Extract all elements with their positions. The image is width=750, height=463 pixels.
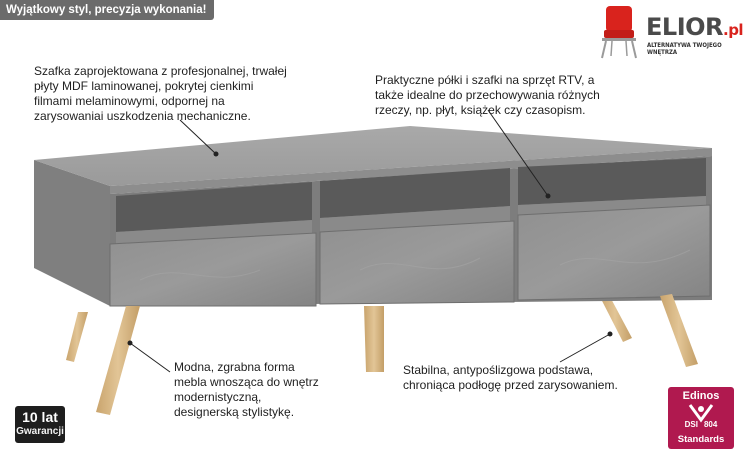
warranty-label: Gwarancji [16,426,64,437]
certificate-standard: Standards [677,434,725,445]
feature-base-text: Stabilna, antypoślizgowa podstawa, chroniąca podłogę przed zarysowaniem. [403,363,618,392]
warranty-years: 10 lat [22,409,58,425]
slogan-banner: Wyjątkowy styl, precyzja wykonania! [0,0,214,20]
leg-back-left [66,312,88,362]
edinos-certificate-badge [668,387,734,449]
door-right [518,205,710,300]
feature-design-text: Modna, zgrabna forma mebla wnosząca do wnętrz modernistyczną, designerską stylistykę. [174,360,319,419]
leg-front-right [660,294,698,367]
certificate-code: DSI 804 [684,420,718,429]
brand-tagline: ALTERNATYWA TWOJEGO WNĘTRZA [647,42,722,56]
door-middle [320,221,514,304]
warranty-badge [15,406,65,443]
door-left [110,233,316,306]
brand-name: ELIOR.pl [646,13,744,41]
feature-material-text: Szafka zaprojektowana z profesjonalnej, trwałej płyty MDF laminowanej, pokrytej cienkimi filmami melaminowymi, odpornej na zarysowaniai uszkodzenia mechaniczne. [34,64,287,123]
leg-front-left [96,306,140,415]
feature-shelves-text: Praktyczne półki i szafki na sprzęt RTV, a także idealne do przechowywania różnych rzeczy, np. płyt, książek czy czasopism. [375,73,600,117]
certificate-org: Edinos [682,390,720,402]
